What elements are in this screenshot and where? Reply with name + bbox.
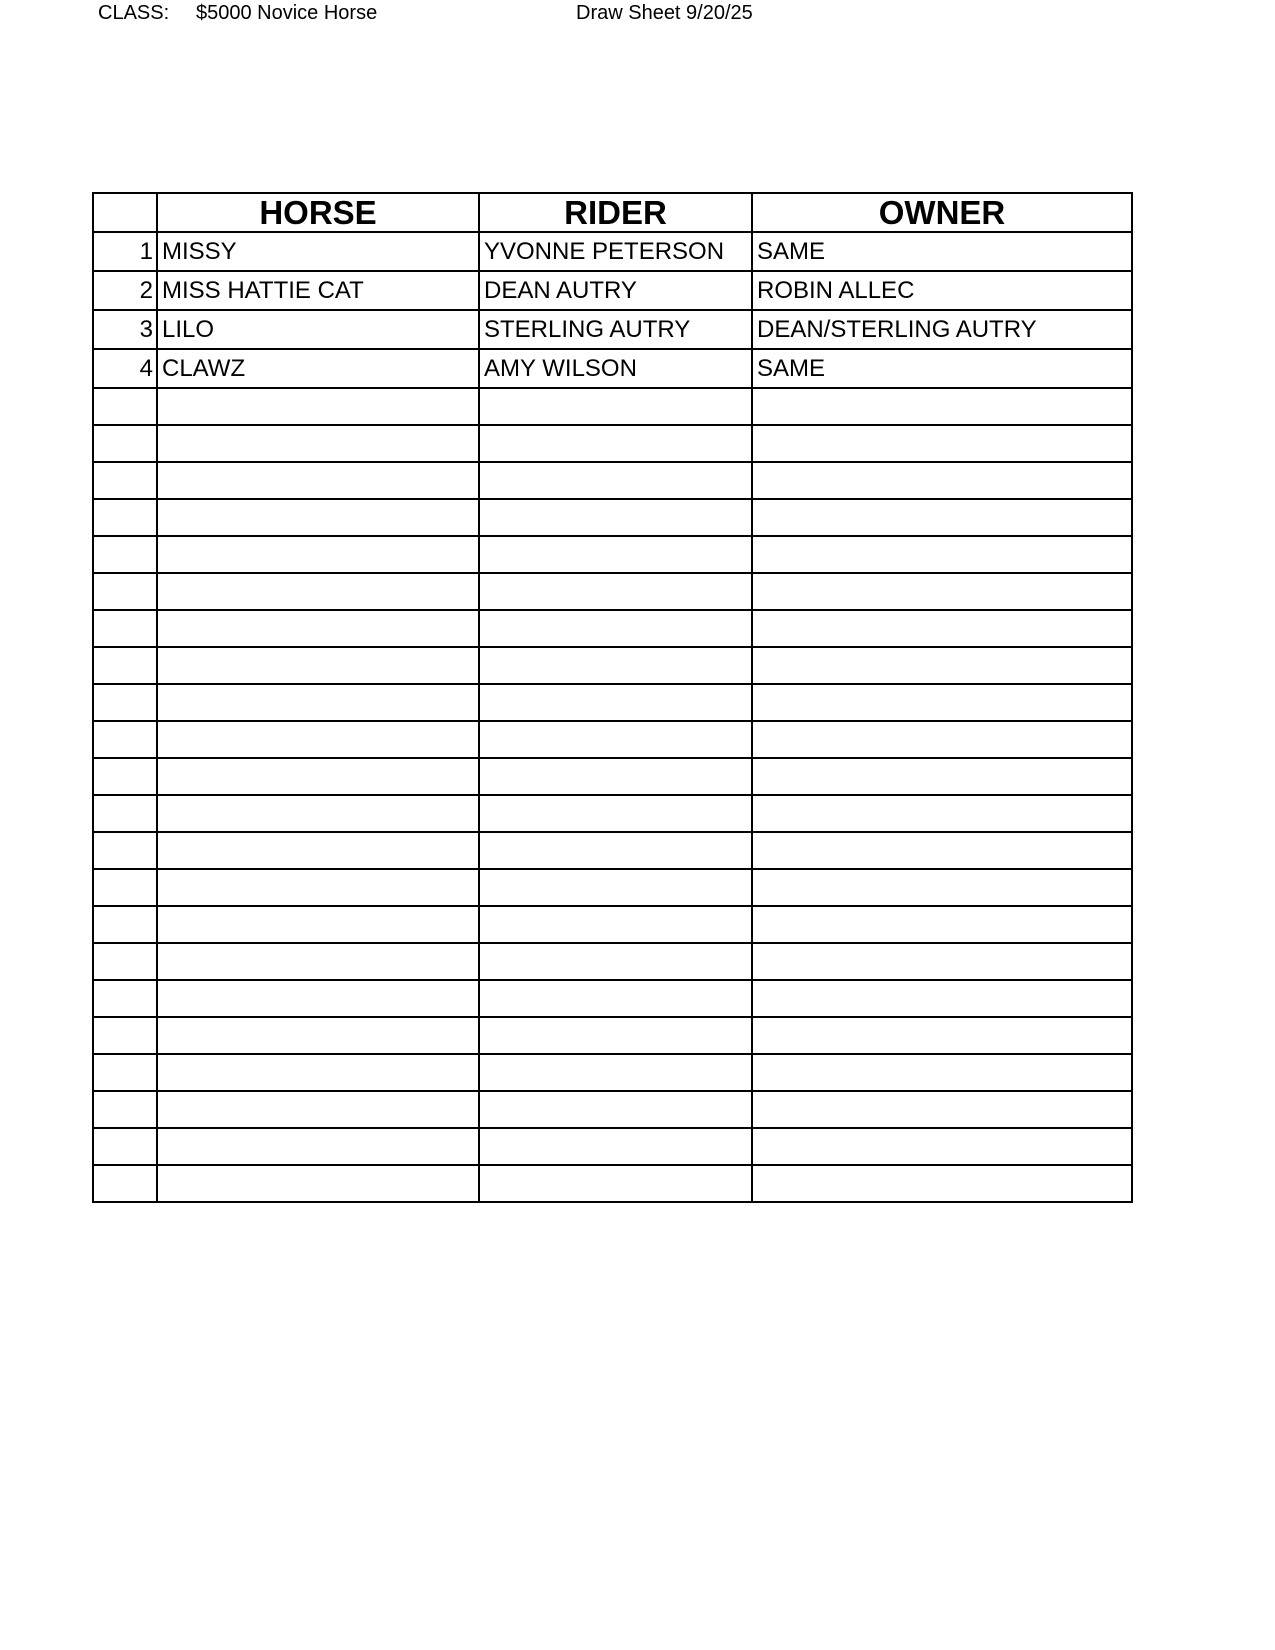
empty-horse-name-cell: [157, 1091, 479, 1128]
empty-table-row: [93, 1128, 1132, 1165]
empty-draw-number-cell: [93, 1091, 157, 1128]
empty-owner-name-cell: [752, 906, 1132, 943]
empty-table-row: [93, 573, 1132, 610]
empty-table-row: [93, 980, 1132, 1017]
empty-rider-name-cell: [479, 1128, 752, 1165]
empty-rider-name-cell: [479, 684, 752, 721]
empty-draw-number-cell: [93, 758, 157, 795]
table-row: [93, 271, 1132, 310]
empty-horse-name-cell: [157, 610, 479, 647]
empty-table-row: [93, 943, 1132, 980]
empty-horse-name-cell: [157, 795, 479, 832]
empty-draw-number-cell: [93, 1165, 157, 1202]
empty-table-row: [93, 1017, 1132, 1054]
empty-rider-name-cell: [479, 906, 752, 943]
horse-name: LILO: [157, 310, 479, 349]
empty-owner-name-cell: [752, 684, 1132, 721]
empty-owner-name-cell: [752, 869, 1132, 906]
empty-table-row: [93, 795, 1132, 832]
column-header-horse: HORSE: [157, 193, 479, 232]
empty-owner-name-cell: [752, 1017, 1132, 1054]
empty-owner-name-cell: [752, 758, 1132, 795]
empty-rider-name-cell: [479, 1165, 752, 1202]
owner-name: DEAN/STERLING AUTRY: [752, 310, 1132, 349]
empty-owner-name-cell: [752, 425, 1132, 462]
empty-rider-name-cell: [479, 869, 752, 906]
empty-horse-name-cell: [157, 536, 479, 573]
empty-rider-name-cell: [479, 1091, 752, 1128]
table-row: [93, 349, 1132, 388]
empty-owner-name-cell: [752, 1165, 1132, 1202]
empty-draw-number-cell: [93, 1128, 157, 1165]
column-header-rider: RIDER: [479, 193, 752, 232]
empty-rider-name-cell: [479, 758, 752, 795]
empty-rider-name-cell: [479, 1017, 752, 1054]
empty-rider-name-cell: [479, 388, 752, 425]
empty-owner-name-cell: [752, 1054, 1132, 1091]
empty-horse-name-cell: [157, 1017, 479, 1054]
owner-name: SAME: [752, 232, 1132, 271]
empty-owner-name-cell: [752, 1128, 1132, 1165]
empty-owner-name-cell: [752, 388, 1132, 425]
empty-owner-name-cell: [752, 795, 1132, 832]
empty-draw-number-cell: [93, 869, 157, 906]
empty-owner-name-cell: [752, 943, 1132, 980]
empty-rider-name-cell: [479, 573, 752, 610]
empty-rider-name-cell: [479, 980, 752, 1017]
empty-table-row: [93, 425, 1132, 462]
draw-sheet-table: [92, 192, 1133, 1203]
empty-table-row: [93, 536, 1132, 573]
empty-table-row: [93, 388, 1132, 425]
empty-table-row: [93, 758, 1132, 795]
empty-draw-number-cell: [93, 1054, 157, 1091]
empty-draw-number-cell: [93, 462, 157, 499]
empty-draw-number-cell: [93, 906, 157, 943]
empty-rider-name-cell: [479, 832, 752, 869]
empty-rider-name-cell: [479, 536, 752, 573]
empty-table-row: [93, 499, 1132, 536]
table-header-row: [93, 193, 1132, 232]
empty-horse-name-cell: [157, 1128, 479, 1165]
empty-draw-number-cell: [93, 610, 157, 647]
empty-horse-name-cell: [157, 499, 479, 536]
empty-horse-name-cell: [157, 1054, 479, 1091]
empty-horse-name-cell: [157, 832, 479, 869]
owner-name: ROBIN ALLEC: [752, 271, 1132, 310]
empty-table-row: [93, 869, 1132, 906]
empty-table-row: [93, 721, 1132, 758]
empty-horse-name-cell: [157, 721, 479, 758]
rider-name: DEAN AUTRY: [479, 271, 752, 310]
draw-sheet-title: Draw Sheet 9/20/25: [576, 2, 753, 24]
empty-table-row: [93, 610, 1132, 647]
empty-draw-number-cell: [93, 425, 157, 462]
empty-rider-name-cell: [479, 943, 752, 980]
table-row: [93, 310, 1132, 349]
empty-table-row: [93, 684, 1132, 721]
empty-draw-number-cell: [93, 388, 157, 425]
empty-draw-number-cell: [93, 943, 157, 980]
empty-horse-name-cell: [157, 980, 479, 1017]
empty-horse-name-cell: [157, 388, 479, 425]
empty-draw-number-cell: [93, 832, 157, 869]
empty-draw-number-cell: [93, 573, 157, 610]
empty-owner-name-cell: [752, 536, 1132, 573]
empty-owner-name-cell: [752, 980, 1132, 1017]
empty-table-row: [93, 462, 1132, 499]
empty-horse-name-cell: [157, 647, 479, 684]
empty-owner-name-cell: [752, 573, 1132, 610]
draw-number: 1: [93, 232, 157, 271]
empty-draw-number-cell: [93, 499, 157, 536]
empty-draw-number-cell: [93, 795, 157, 832]
draw-number: 4: [93, 349, 157, 388]
empty-table-row: [93, 906, 1132, 943]
empty-horse-name-cell: [157, 573, 479, 610]
class-name: $5000 Novice Horse: [196, 2, 378, 24]
empty-table-row: [93, 1165, 1132, 1202]
empty-horse-name-cell: [157, 684, 479, 721]
empty-owner-name-cell: [752, 610, 1132, 647]
empty-rider-name-cell: [479, 499, 752, 536]
empty-table-row: [93, 647, 1132, 684]
empty-horse-name-cell: [157, 943, 479, 980]
empty-horse-name-cell: [157, 758, 479, 795]
column-header-owner: OWNER: [752, 193, 1132, 232]
empty-rider-name-cell: [479, 721, 752, 758]
empty-rider-name-cell: [479, 1054, 752, 1091]
horse-name: MISS HATTIE CAT: [157, 271, 479, 310]
empty-owner-name-cell: [752, 1091, 1132, 1128]
empty-horse-name-cell: [157, 869, 479, 906]
empty-owner-name-cell: [752, 462, 1132, 499]
empty-rider-name-cell: [479, 425, 752, 462]
empty-horse-name-cell: [157, 462, 479, 499]
empty-owner-name-cell: [752, 647, 1132, 684]
empty-horse-name-cell: [157, 906, 479, 943]
empty-rider-name-cell: [479, 610, 752, 647]
empty-rider-name-cell: [479, 647, 752, 684]
empty-table-row: [93, 1091, 1132, 1128]
empty-draw-number-cell: [93, 721, 157, 758]
horse-name: MISSY: [157, 232, 479, 271]
draw-number: 2: [93, 271, 157, 310]
horse-name: CLAWZ: [157, 349, 479, 388]
empty-draw-number-cell: [93, 980, 157, 1017]
empty-rider-name-cell: [479, 462, 752, 499]
table-row: [93, 232, 1132, 271]
empty-draw-number-cell: [93, 1017, 157, 1054]
empty-table-row: [93, 832, 1132, 869]
draw-number: 3: [93, 310, 157, 349]
empty-table-row: [93, 1054, 1132, 1091]
empty-owner-name-cell: [752, 721, 1132, 758]
rider-name: AMY WILSON: [479, 349, 752, 388]
class-label: CLASS:: [98, 2, 170, 24]
column-header-number: [93, 193, 157, 232]
empty-owner-name-cell: [752, 499, 1132, 536]
rider-name: STERLING AUTRY: [479, 310, 752, 349]
owner-name: SAME: [752, 349, 1132, 388]
empty-draw-number-cell: [93, 647, 157, 684]
empty-horse-name-cell: [157, 425, 479, 462]
empty-horse-name-cell: [157, 1165, 479, 1202]
empty-draw-number-cell: [93, 684, 157, 721]
empty-owner-name-cell: [752, 832, 1132, 869]
empty-draw-number-cell: [93, 536, 157, 573]
rider-name: YVONNE PETERSON: [479, 232, 752, 271]
empty-rider-name-cell: [479, 795, 752, 832]
